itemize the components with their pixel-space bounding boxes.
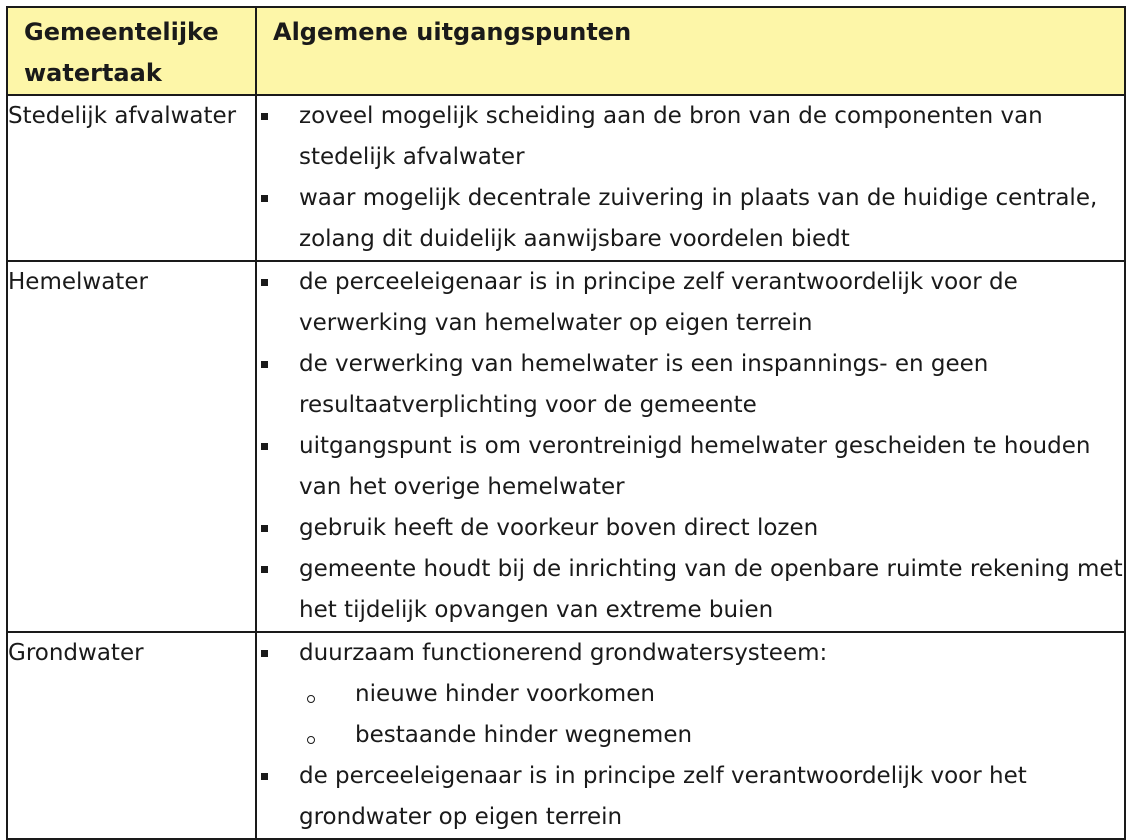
list-item-text: waar mogelijk decentrale zuivering in plaats van de huidige centrale, zolang dit duidelijk aanwijsbare voordelen biedt bbox=[299, 185, 1098, 252]
square-bullet-icon bbox=[261, 773, 268, 780]
list-item bbox=[257, 344, 1124, 426]
square-bullet-icon bbox=[261, 279, 268, 286]
bullet-list bbox=[257, 96, 1124, 260]
square-bullet-icon bbox=[261, 113, 268, 120]
table-row bbox=[7, 632, 1125, 839]
list-item bbox=[257, 426, 1124, 508]
sub-list-item bbox=[257, 715, 1124, 756]
square-bullet-icon bbox=[261, 525, 268, 532]
bullet-list bbox=[257, 262, 1124, 631]
principles-cell bbox=[256, 261, 1125, 632]
sub-list-item-text: nieuwe hinder voorkomen bbox=[355, 681, 655, 707]
list-item-text: de perceeleigenaar is in principe zelf verantwoordelijk voor het grondwater op eigen terrein bbox=[299, 763, 1027, 830]
list-item bbox=[257, 549, 1124, 631]
list-item bbox=[257, 96, 1124, 178]
square-bullet-icon bbox=[261, 195, 268, 202]
square-bullet-icon bbox=[261, 650, 268, 657]
sub-bullet-list bbox=[257, 674, 1124, 756]
task-cell: Grondwater bbox=[7, 632, 256, 839]
list-item bbox=[257, 178, 1124, 260]
bullet-list bbox=[257, 756, 1124, 838]
table-row bbox=[7, 95, 1125, 261]
list-item-text: de perceeleigenaar is in principe zelf verantwoordelijk voor de verwerking van hemelwater op eigen terrein bbox=[299, 269, 1018, 336]
principles-cell bbox=[256, 632, 1125, 839]
list-item bbox=[257, 508, 1124, 549]
square-bullet-icon bbox=[261, 566, 268, 573]
sub-list-item-text: bestaande hinder wegnemen bbox=[355, 722, 693, 748]
square-bullet-icon bbox=[261, 443, 268, 450]
table-header-row bbox=[7, 7, 1125, 95]
list-item-text: gemeente houdt bij de inrichting van de openbare ruimte rekening met het tijdelijk opvangen van extreme buien bbox=[299, 556, 1123, 623]
list-item-text: gebruik heeft de voorkeur boven direct lozen bbox=[299, 515, 819, 541]
circle-bullet-icon bbox=[307, 736, 315, 744]
task-cell: Stedelijk afvalwater bbox=[7, 95, 256, 261]
task-cell: Hemelwater bbox=[7, 261, 256, 632]
list-item-text: duurzaam functionerend grondwatersysteem: bbox=[299, 640, 828, 666]
sub-list-item bbox=[257, 674, 1124, 715]
list-item-text: de verwerking van hemelwater is een inspannings- en geen resultaatverplichting voor de gemeente bbox=[299, 351, 989, 418]
square-bullet-icon bbox=[261, 361, 268, 368]
list-item bbox=[257, 633, 1124, 674]
header-principles: Algemene uitgangspunten bbox=[256, 7, 1125, 95]
list-item-text: uitgangspunt is om verontreinigd hemelwater gescheiden te houden van het overige hemelwater bbox=[299, 433, 1091, 500]
bullet-list bbox=[257, 633, 1124, 674]
list-item bbox=[257, 756, 1124, 838]
principles-cell bbox=[256, 95, 1125, 261]
list-item-text: zoveel mogelijk scheiding aan de bron van de componenten van stedelijk afvalwater bbox=[299, 103, 1043, 170]
list-item bbox=[257, 262, 1124, 344]
circle-bullet-icon bbox=[307, 695, 315, 703]
header-task: Gemeentelijke watertaak bbox=[7, 7, 256, 95]
watertaken-table bbox=[6, 6, 1126, 840]
table-row bbox=[7, 261, 1125, 632]
